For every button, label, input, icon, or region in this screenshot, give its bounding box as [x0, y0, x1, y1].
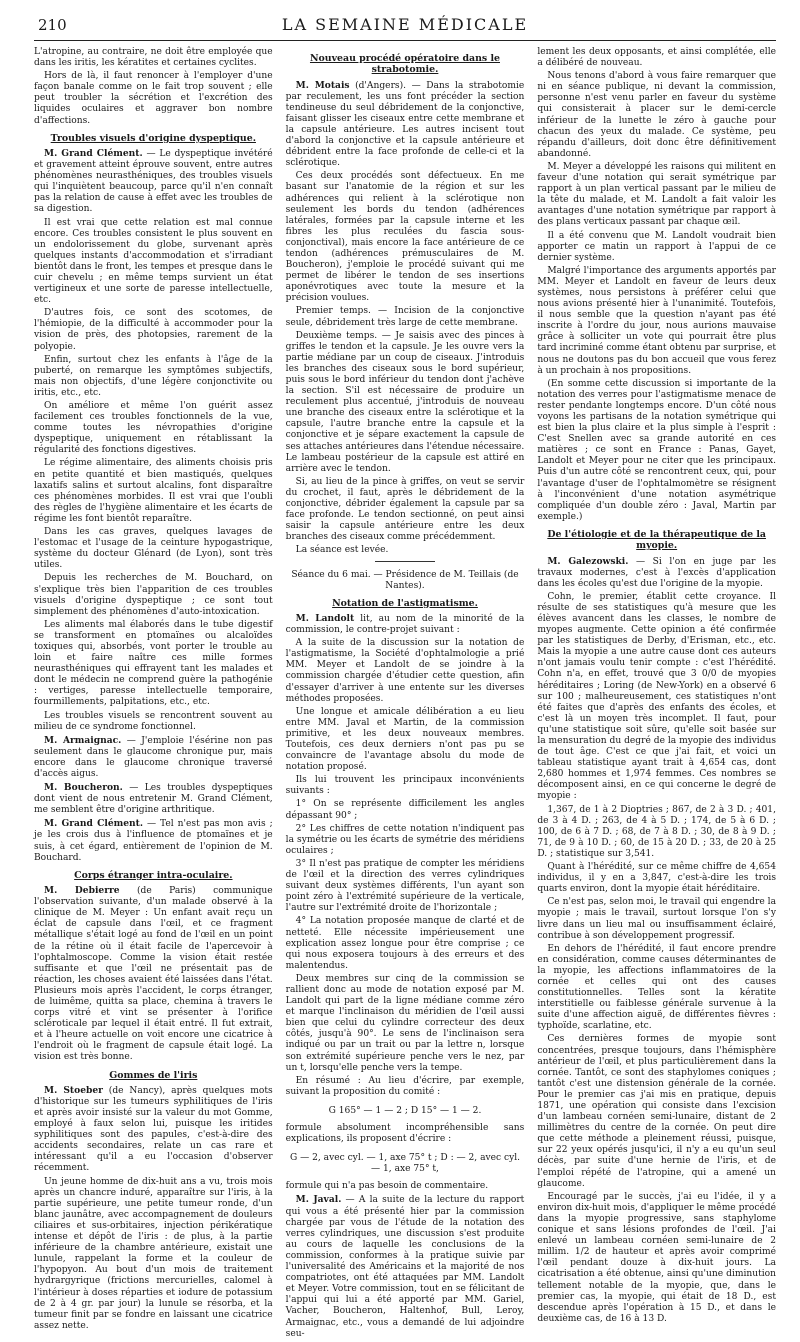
paragraph — [286, 80, 525, 170]
paragraph: Il a été convenu que M. Landolt voudrait bien apporter ce matin un rapport à l'appui de ce dernier système. — [537, 230, 776, 263]
section-heading: Troubles visuels d'origine dyspeptique. — [50, 132, 256, 144]
paragraph-text: (de Paris) communique l'observation suivante, d'un malade observé à la clinique de M. Meyer : Un enfant avait reçu un éclat de capsule dans l'œil, et ce fragment métallique s'était logé au fond de l'œil en un point de la rétine où il était facile de l'apercevoir à l'ophtalmoscope. Comme la vision était restée suffisante et que l'œil ne présentait pas de réaction, les choses avaient été laissées dans l'état. Plusieurs mois après l'accident, le corps étranger, de luimême, quitta sa place, chemina à travers le corps vitré et vint se présenter à l'orifice scléroticale par lequel il était entré. Il fut extrait, et à l'heure actuelle on voit encore une cicatrice à l'endroit où le fragment de capsule était logé. La vision est très bonne. — [34, 886, 273, 1063]
paragraph: Hors de là, il faut renoncer à l'employer d'une façon banale comme on le fait trop souvent ; elle peut troubler la sécrétion et l'excrétion des liquides oculaires et aggraver bon nombre d'affections. — [34, 71, 273, 126]
paragraph-text: — A la suite de la lecture du rapport qui vous a été présenté hier par la commission chargée par vous de l'étude de la notation des verres cylindriques, une discussion s'est produite au cours de laquelle les conclusions de la commission, conformes à la pratique suivie par l'universalité des Américains et la majorité de nos compatriotes, ont été attaquées par MM. Landolt et Meyer. Votre commission, tout en se félicitant de l'appui qui lui a été apporté par MM. Gariel, Vacher, Boucheron, Haltenhof, Bull, Leroy, Armaignac, etc., vous a demandé de lui adjoindre seu- — [285, 1195, 525, 1339]
text-columns — [34, 41, 776, 1339]
section-heading: De l'étiologie et de la thérapeutique de la myopie. — [547, 528, 766, 552]
paragraph: Cohn, le premier, établit cette croyance. Il résulte de ses statistiques qu'à mesure que les élèves avancent dans les classes, le nombre de myopes augmente. Cette opinion a été confirmée par les statistiques de Derby, d'Erisman, etc., etc. Mais la myopie a une autre cause dont ces auteurs n'ont jamais voulu tenir compte : c'est l'hérédité. Cohn n'a, en effet, trouvé que 3 0/0 de myopies héréditaires ; Loring (de New-York) en a observé 6 sur 100 ; malheureusement, ces statistiques n'ont été faites que d'après des enfants des écoles, et c'est là un moyen très incomplet. Il faut, pour qu'une statistique soit sûre, qu'elle soit basée sur la mensuration du degré de la myopie des individus de tout âge. C'est ce que j'ai fait, et voici un tableau statistique ayant trait à 4,654 cas, dont 2,680 hommes et 1,974 femmes. Ces nombres se décomposent ainsi, en ce qui concerne le degré de myopie : — [537, 591, 776, 802]
section-heading: Nouveau procédé opératoire dans le strabotomie. — [309, 53, 500, 76]
paragraph-text: — J'emploie l'ésérine non pas seulement dans le glaucome chronique pur, mais encore dans le glaucome chronique traversé d'accès aigus. — [34, 735, 273, 779]
paragraph — [286, 1194, 525, 1339]
paragraph: Dans les cas graves, quelques lavages de l'estomac et l'usage de la ceinture hypogastrique, système du docteur Glénard (de Lyon), sont très utiles. — [34, 527, 273, 571]
column-left — [34, 47, 273, 1342]
paragraph: En dehors de l'hérédité, il faut encore prendre en considération, comme causes déterminantes de la myopie, les affections inflammatoires de la cornée et celles qui ont des causes constitutionnelles. Telles sont la kératite interstitielle ou faiblesse générale survenue à la suite d'une affection aiguë, de différentes fièvres : typhoïde, scarlatine, etc. — [537, 943, 776, 1032]
speaker-name: M. Landolt — [295, 612, 355, 624]
paragraph: Les aliments mal élaborés dans le tube digestif se transforment en ptomaïnes ou alcaloïdes toxiques qui, absorbés, vont porter le trouble au loin et faire naître ces mille formes neurasthéniques qui effrayent tant les malades et dont le médecin ne comprend guère la pathogénie : vertiges, paresse intellectuelle temporaire, fourmillements, palpitations, etc., etc. — [34, 619, 273, 708]
centered-line: G 165° — 1 — 2 ; D 15° — 1 — 2. — [328, 1105, 482, 1116]
paragraph-text: — Si l'on en juge par les travaux modernes, c'est à l'excès d'application dans les écoles qu'est due l'origine de la myopie. — [537, 556, 776, 589]
paragraph: La séance est levée. — [295, 545, 389, 556]
section-heading: Corps étranger intra-oculaire. — [74, 869, 233, 881]
paragraph: Deux membres sur cinq de la commission se rallient donc au mode de notation exposé par M. Landolt qui part de la ligne médiane comme zéro et marque l'inclinaison du méridien de l'œil aussi bien que celui du cylindre correcteur des deux côtés, jusqu'à 90°. Le sens de l'inclinaison sera indiqué ou par un trait ou par la lettre n, lorsque son extrémité supérieure penche vers le nez, par un t, lorsqu'elle penche vers la tempe. — [285, 973, 525, 1073]
paragraph — [34, 782, 273, 816]
speaker-name: M. Grand Clément. — [44, 818, 144, 830]
section-heading: Gommes de l'iris — [109, 1069, 198, 1081]
paragraph-text: (de Nancy), après quelques mots d'historique sur les tumeurs syphilitiques de l'iris et après avoir insisté sur la valeur du mot Gomme, employé à faux selon lui, puisque les iritides syphilitiques sont des papules, c'est-à-dire des accidents secondaires, relate un cas rare et intéressant qu'il a eu l'occasion d'observer récemment. — [34, 1085, 273, 1174]
section-divider — [375, 561, 435, 562]
paragraph: Si, au lieu de la pince à griffes, on veut se servir du crochet, il faut, après le débridement de la conjonctive, débrider également la capsule par sa face profonde. Le tendon sectionné, on peut ainsi saisir la capsule antérieure entre les deux branches des ciseaux comme précédemment. — [285, 476, 525, 543]
paragraph — [34, 735, 273, 780]
section-heading: Notation de l'astigmatisme. — [332, 597, 478, 609]
paragraph: Ils lui trouvent les principaux inconvénients suivants : — [285, 775, 525, 797]
paragraph-text: (d'Angers). — Dans la strabotomie par reculement, les uns font précéder la section tendineuse du seul débridement de la conjonctive, faisant glisser les ciseaux entre cette membrane et la capsule antérieure. Les autres incisent tout d'abord la conjonctive et la capsule antérieure et débrident entre la face profonde de celle-ci et la sclérotique. — [285, 80, 525, 169]
paragraph: 1° On se représente difficilement les angles dépassant 90° ; — [285, 799, 525, 821]
paragraph: Ces dernières formes de myopie sont concentrées, presque toujours, dans l'hémisphère antérieur de l'œil, et plus particulièrement dans la cornée. Tantôt, ce sont des staphylomes coniques ; tantôt c'est une distension générale de la cornée. Pour le premier cas j'ai mis en pratique, depuis 1871, une opération qui consiste dans l'excision d'un lambeau cornéen semi-lunaire, distant de 2 millimètres du centre de la cornée. On peut dire que cette méthode a pleinement réussi, puisque, sur 22 yeux opérés jusqu'ici, il n'y a eu qu'un seul décès, par suite d'une hernie de l'iris, et de l'emploi répété de l'atropine, qui a amené un glaucome. — [537, 1034, 776, 1189]
page-header — [34, 0, 776, 41]
paragraph: Enfin, surtout chez les enfants à l'âge de la puberté, on remarque les symptômes subjectifs, mais non objectifs, d'une légère conjonctivite ou iritis, etc., etc. — [34, 354, 273, 398]
paragraph: Le régime alimentaire, des aliments choisis pris en petite quantité et bien mastiqués, quelques laxatifs salins et surtout alcalins, font disparaître ces phénomènes morbides. Il est vrai que l'oubli des règles de l'hygiène alimentaire et les écarts de régime les font bientôt reparaître. — [34, 458, 273, 524]
paragraph: A la suite de la discussion sur la notation de l'astigmatisme, la Société d'ophtalmologie a prié MM. Meyer et Landolt de se joindre à la commission chargée d'étudier cette question, afin d'essayer d'arriver à une entente sur les diverses méthodes proposées. — [285, 638, 525, 704]
paragraph-text: — Tel n'est pas mon avis ; je les crois dus à l'influence de ptomaïnes et je suis, à cet égard, entièrement de l'opinion de M. Bouchard. — [34, 819, 273, 863]
speaker-name: M. Armaignac. — [44, 734, 122, 746]
paragraph: Depuis les recherches de M. Bouchard, on s'explique très bien l'apparition de ces troubles visuels d'origine dyspeptique ; ce sont tout simplement des phénomènes d'auto-intoxication. — [34, 573, 273, 617]
paragraph: Une longue et amicale délibération a eu lieu entre MM. Javal et Martin, de la commission primitive, et les deux nouveaux membres. Toutefois, ces deux derniers n'ont pas pu se convaincre de l'avantage absolu du mode de notation proposé. — [285, 706, 525, 773]
paragraph: Il est vrai que cette relation est mal connue encore. Ces troubles consistent le plus souvent en un endolorissement du globe, survenant après quelques instants d'accommodation et s'irradiant bientôt dans le front, les tempes et presque dans le cuir chevelu ; en même temps survient un état vertigineux et une sorte de paresse intellectuelle, etc. — [34, 217, 273, 306]
paragraph-text: — Les troubles dyspeptiques dont vient de nous entretenir M. Grand Clément, me semblent être d'origine arthritique. — [34, 783, 273, 816]
paragraph — [537, 556, 776, 590]
paragraph-text: lit, au nom de la minorité de la commission, le contre-projet suivant : — [285, 613, 525, 636]
paragraph — [34, 885, 273, 1064]
speaker-name: M. Grand Clément. — [44, 147, 143, 159]
centered-line: Séance du 6 mai. — Présidence de M. Teillais (de Nantes). — [291, 569, 519, 591]
paragraph: Nous tenons d'abord à vous faire remarquer que ni en séance publique, ni devant la commission, personne n'est venu parler en faveur du système qui consisterait à placer sur le demi-cercle inférieur de la lunette le zéro à gauche pour chacun des yeux du malade. Ce système, peu répandu d'ailleurs, doit donc être définitivement abandonné. — [537, 71, 776, 159]
paragraph: Ces deux procédés sont défectueux. En me basant sur l'anatomie de la région et sur les adhérences qui relient à la sclérotique non seulement les bords du tendon (adhérences latérales, formées par la capsule interne et les fibres les plus reculées du fascia sous-conjonctival), mais encore la face antérieure de ce tendon (adhérences prémusculaires de M. Boucheron), j'emploie le procédé suivant qui me permet de libérer le tendon de ses insertions aponévrotiques avec toute la mesure et la précision voulues. — [285, 171, 525, 304]
journal-title: LA SEMAINE MÉDICALE — [281, 15, 529, 34]
speaker-name: M. Stoeber — [44, 1084, 103, 1096]
column-middle — [286, 47, 525, 1342]
paragraph: Encouragé par le succès, j'ai eu l'idée, il y a environ dix-huit mois, d'appliquer le même procédé dans la myopie progressive, sans staphylome conique et sans lésions profondes de l'œil. J'ai enlevé un lambeau cornéen semi-lunaire de 2 millim. 1/2 de hauteur et après avoir comprimé l'œil pendant douze à dix-huit jours. La cicatrisation a été obtenue, ainsi qu'une diminution tellement notable de la myopie, que, dans le premier cas, la myopie, qui était de 18 D., est descendue après l'opération à 15 D., et dans le deuxième cas, de 16 à 13 D. — [537, 1191, 776, 1324]
paragraph: (En somme cette discussion si importante de la notation des verres pour l'astigmatisme menace de rester pendante longtemps encore. D'un côté nous voyons les partisans de la notation symétrique qui est bien la plus claire et la plus simple à l'esprit : C'est Snellen avec sa grande autorité en ces matières ; ce sont en France : Panas, Gayet, Landolt et Meyer pour ne citer que les principaux. Puis d'un autre côté se rencontrent ceux, qui, pour l'avantage d'user de l'ophtalmomètre se résignent à l'inconvénient d'une notation asymétrique compliquée d'un double zéro : Javal, Martin par exemple.) — [537, 378, 776, 522]
paragraph: 1,367, de 1 à 2 Dioptries ; 867, de 2 à 3 D. ; 401, de 3 à 4 D. ; 263, de 4 à 5 D. ; 174, de 5 à 6 D. ; 100, de 6 à 7 D. ; 68, de 7 à 8 D. ; 30, de 8 à 9 D. ; 71, de 9 à 10 D. ; 60, de 15 à 20 D. ; 33, de 20 à 25 D. ; statistique sur 3,541. — [537, 804, 776, 859]
paragraph — [286, 613, 525, 636]
paragraph: L'atropine, au contraire, ne doit être employée que dans les iritis, les kératites et certaines cyclites. — [34, 47, 273, 69]
paragraph: Deuxième temps. — Je saisis avec des pinces à griffes le tendon et la capsule. Je les ouvre vers la partie médiane par un coup de ciseaux. J'introduis les branches des ciseaux sous le bord supérieur, puis sous le bord inférieur du tendon dont j'achève la section. S'il est nécessaire de produire un reculement plus accentué, j'introduis de nouveau une branche des ciseaux entre la sclérotique et la capsule, l'autre branche entre la capsule et la conjonctive et je sépare exactement la capsule de ses attaches antérieures dans l'étendue nécessaire. Le lambeau postérieur de la capsule est attiré en arrière avec le tendon. — [285, 330, 525, 474]
paragraph: On améliore et même l'on guérit assez facilement ces troubles fonctionnels de la vue, comme toutes les névropathies d'origine dyspeptique, uniquement en rétablissant la régularité des fonctions digestives. — [34, 401, 273, 456]
paragraph: Quant à l'hérédité, sur ce même chiffre de 4,654 individus, il y en a 3,847, c'est-à-dire les trois quarts environ, dont la myopie était héréditaire. — [537, 862, 776, 895]
paragraph: Malgré l'importance des arguments apportés par MM. Meyer et Landolt en faveur de leurs deux systèmes, nous persistons à préférer celui que nous avions présenté hier à l'unanimité. Toutefois, il nous semble que la question n'ayant pas été inscrite à l'ordre du jour, nous aurions mauvaise grâce à solliciter un vote qui pourrait être plus tard incriminé comme étant obtenu par surprise, et nous ne doutons pas du bon accueil que vous ferez à un prochain à nos propositions. — [537, 265, 776, 376]
speaker-name: M. Javal. — [295, 1194, 342, 1206]
paragraph: D'autres fois, ce sont des scotomes, de l'hémiopie, de la difficulté à accommoder pour la vision de près, des photopsies, rarement de la polyopie. — [34, 308, 273, 352]
paragraph: Premier temps. — Incision de la conjonctive seule, débridement très large de cette membrane. — [285, 306, 525, 328]
paragraph: M. Meyer a développé les raisons qui militent en faveur d'une notation qui serait symétrique par rapport à un plan vertical passant par le milieu de la tête du malade, et M. Landolt a fait valoir les avantages d'une notation symétrique par rapport à des plans verticaux passant par chaque œil. — [537, 161, 776, 228]
paragraph: 2° Les chiffres de cette notation n'indiquent pas la symétrie ou les écarts de symétrie des méridiens oculaires ; — [285, 823, 525, 856]
paragraph: formule qui n'a pas besoin de commentaire. — [285, 1181, 489, 1192]
column-right — [537, 47, 776, 1342]
paragraph-text: — Le dyspeptique invétéré et gravement atteint éprouve souvent, entre autres phénomènes neurasthéniques, des troubles visuels qui l'inquiètent beaucoup, parce qu'il n'en connaît pas la relation de cause à effet avec les troubles de sa digestion. — [34, 148, 273, 215]
paragraph: 4° La notation proposée manque de clarté et de netteté. Elle nécessite impérieusement une explication assez longue pour être comprise ; ce qui nous exposera toujours à des erreurs et des malentendus. — [285, 916, 525, 971]
paragraph: lement les deux opposants, et ainsi complétée, elle a délibéré de nouveau. — [537, 47, 776, 69]
paragraph: Un jeune homme de dix-huit ans a vu, trois mois après un chancre induré, apparaître sur l'iris, à la partie supérieure, une petite tumeur ronde, d'un blanc jaunâtre, avec accompagnement de douleurs ciliaires et sus-orbitaires, injection périkératique intense et dépôt de l'iris : de plus, à la partie inférieure de la chambre antérieure, existait une lunule, rappelant la forme et la couleur de l'hypopyon. Au bout d'un mois de traitement hydrargyrique (frictions mercurielles, calomel à l'intérieur à doses réparties et iodure de potassium de 2 à 4 gr. par jour) la lunule se résorba, et la tumeur finit par se fondre en laissant une cicatrice assez nette. — [34, 1176, 273, 1331]
speaker-name: M. Boucheron. — [44, 782, 123, 794]
paragraph: En résumé : Au lieu d'écrire, par exemple, suivant la proposition du comité : — [285, 1075, 525, 1097]
paragraph: Ce n'est pas, selon moi, le travail qui engendre la myopie ; mais le travail, surtout lorsque l'on s'y livre dans un lieu mal ou insuffisamment éclairé, contribue à son développement progressif. — [537, 897, 776, 941]
paragraph: formule absolument incompréhensible sans explications, ils proposent d'écrire : — [285, 1123, 525, 1145]
paragraph — [34, 818, 273, 863]
speaker-name: M. Motais — [295, 79, 350, 91]
centered-line: G — 2, avec cyl. — 1, axe 75° t ; D : — 2, avec cyl. — 1, axe 75° t, — [289, 1153, 521, 1175]
paragraph — [34, 148, 273, 216]
page-number: 210 — [38, 16, 67, 34]
speaker-name: M. Galezowski. — [547, 555, 629, 567]
paragraph: 3° Il n'est pas pratique de compter les méridiens de l'œil et la direction des verres cylindriques suivant deux systèmes différents, l'un ayant son point zéro à l'extrémité supérieure de la verticale, l'autre sur l'extrémité droite de l'horizontale ; — [285, 858, 525, 914]
speaker-name: M. Debierre — [44, 885, 120, 897]
paragraph — [34, 1085, 273, 1175]
paragraph: Les troubles visuels se rencontrent souvent au milieu de ce syndrome fonctionnel. — [34, 710, 273, 732]
